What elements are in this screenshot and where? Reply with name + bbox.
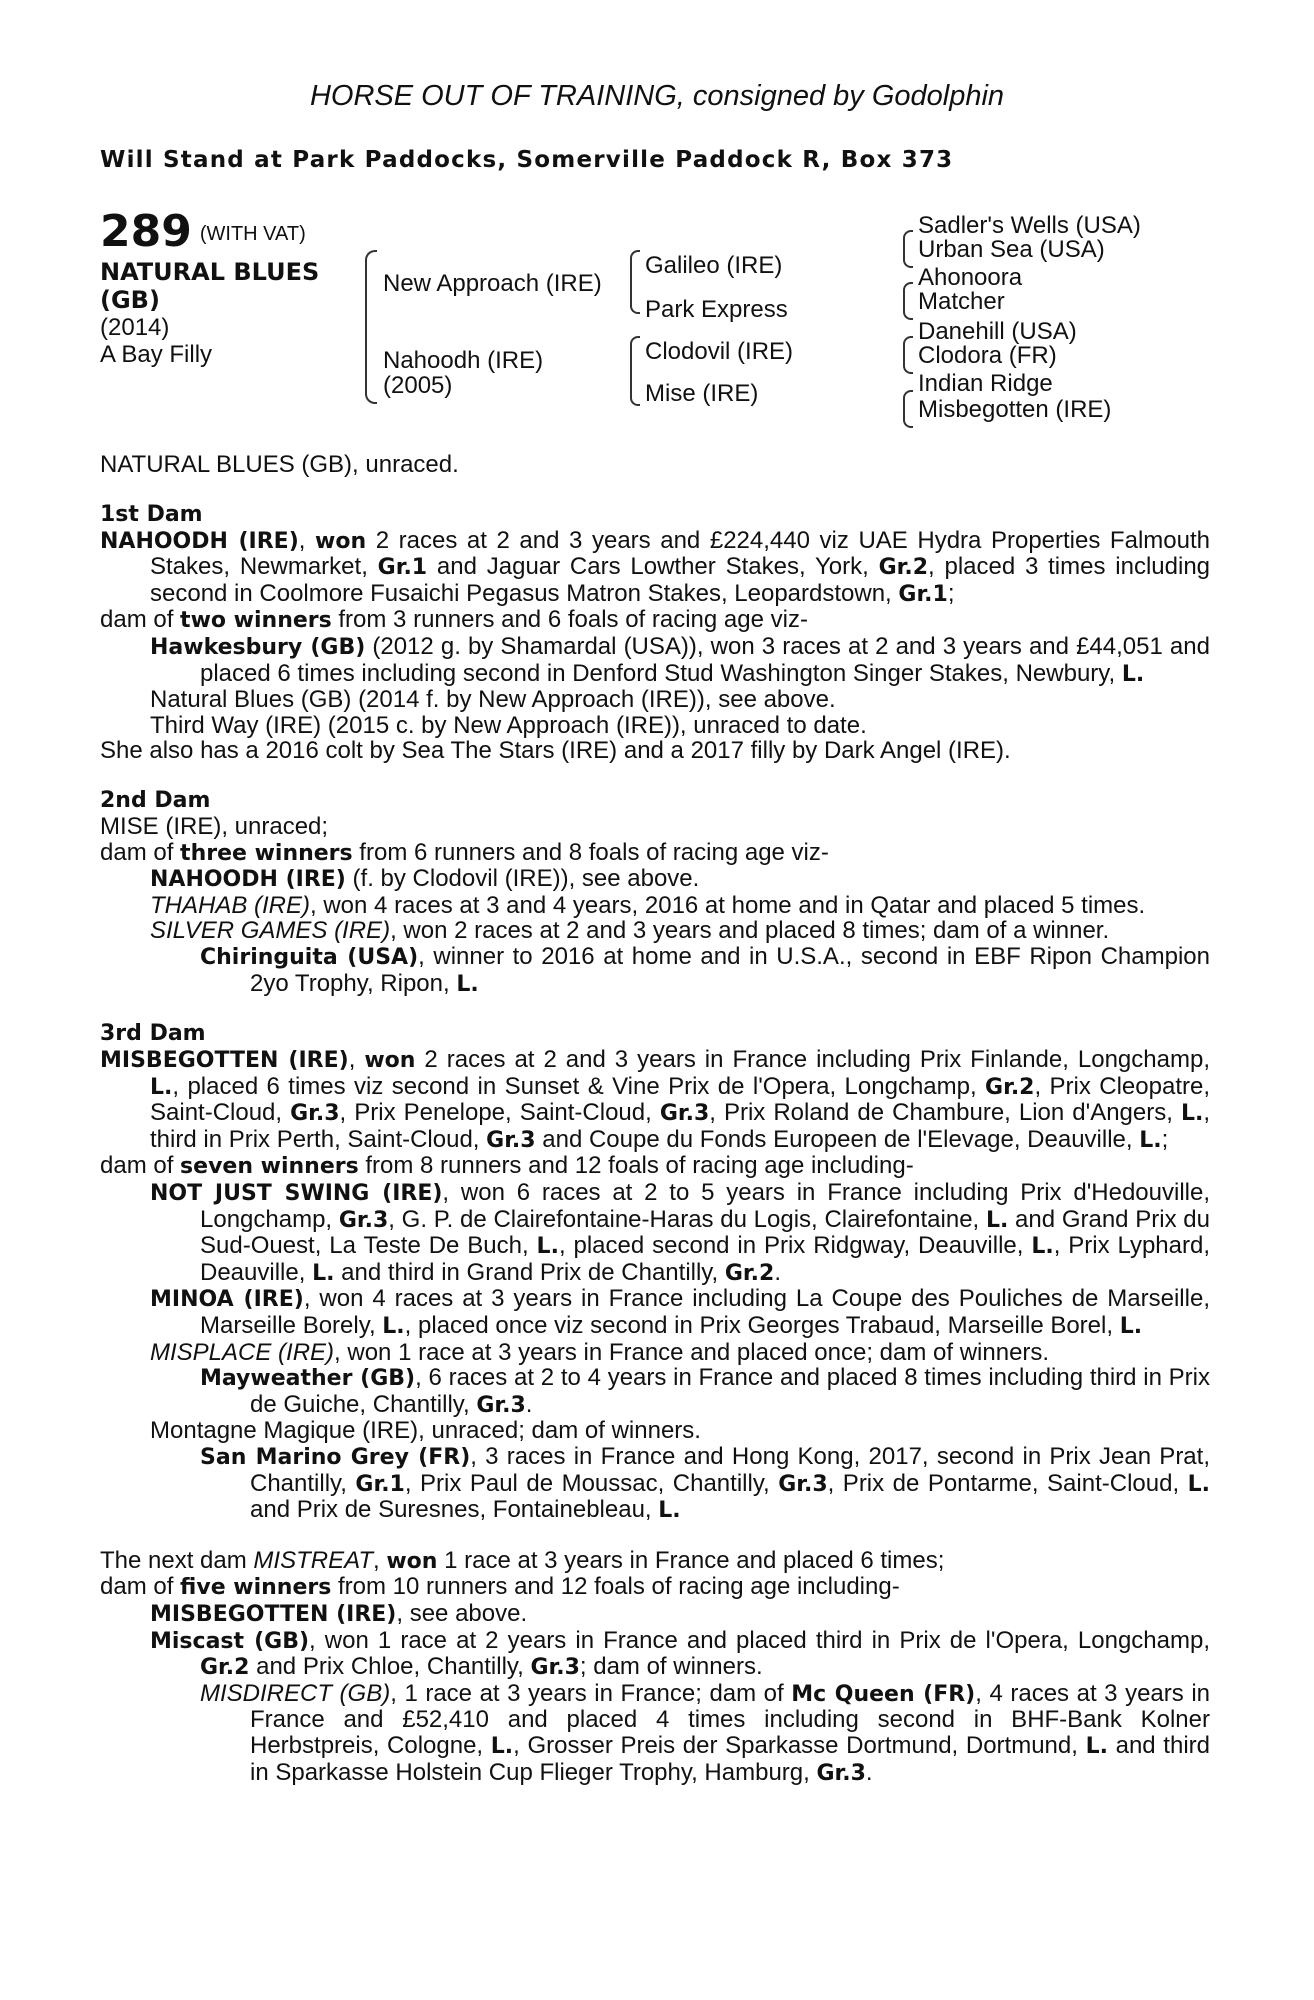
grand-dam-3: Clodora (FR) [918, 342, 1057, 369]
foaling-year: (2014) [100, 314, 170, 341]
stand-location: Will Stand at Park Paddocks, Somerville Paddock R, Box 373 [100, 147, 954, 173]
horse-name [100, 258, 400, 314]
progeny-entry: Mayweather (GB), 6 races at 2 to 4 years in France and placed 8 times including third in Prix de Guiche, Chantilly, Gr.3. [200, 1364, 1210, 1418]
lot-info [100, 206, 400, 368]
progeny-entry: Chiringuita (USA), winner to 2016 at home and in U.S.A., second in EBF Ripon Champion 2yo Trophy, Ripon, L. [200, 942, 1210, 997]
progeny-entry: THAHAB (IRE), won 4 races at 3 and 4 years, 2016 at home and in Qatar and placed 5 times. [150, 891, 1146, 919]
progeny-entry: Natural Blues (GB) (2014 f. by New Approach (IRE)), see above. [150, 686, 836, 714]
grand-sire-2: Ahonoora [918, 264, 1023, 291]
pedigree-brace [903, 282, 913, 320]
first-dam-heading: 1st Dam [100, 501, 203, 527]
first-dam-progeny-summary: dam of two winners from 3 runners and 6 foals of racing age viz- [100, 606, 808, 634]
progeny-entry: SILVER GAMES (IRE), won 2 races at 2 and 3 years and placed 8 times; dam of a winner. [150, 917, 1110, 945]
progeny-entry: Miscast (GB), won 1 race at 2 years in France and placed third in Prix de l'Opera, Longchamp, Gr.2 and Prix Chloe, Chantilly, Gr.3; dam of winners. [150, 1626, 1211, 1681]
progeny-entry: MISBEGOTTEN (IRE), see above. [150, 1599, 528, 1627]
progeny-entry: NOT JUST SWING (IRE), won 6 races at 2 to 5 years in France including Prix d'Hedouville, Longchamp, Gr.3, G. P. de Clairefontaine-Haras du Logis, Clairefontaine, L. and Grand Prix du Sud-Ouest, La Teste De Buch, L., placed second in Prix Ridgway, Deauville, L., Prix Lyphard, Deauville, L. and third in Grand Prix de Chantilly, Gr.2. [150, 1179, 1211, 1286]
pedigree-brace [903, 230, 913, 268]
dam-sire: Clodovil (IRE) [645, 338, 794, 365]
pedigree-brace [630, 250, 640, 314]
third-dam-record: MISBEGOTTEN (IRE), won 2 races at 2 and 3 years in France including Prix Finlande, Longchamp, L., placed 6 times viz second in Sunset & Vine Prix de l'Opera, Longchamp, Gr.2, Prix Cleopatre, Saint-Cloud, Gr.3, Prix Penelope, Saint-Cloud, Gr.3, Prix Roland de Chambure, Lion d'Angers, L., third in Prix Perth, Saint-Cloud, Gr.3 and Coupe du Fonds Europeen de l'Elevage, Deauville, L.; [100, 1046, 1210, 1153]
sire-dam: Park Express [645, 296, 788, 323]
progeny-entry: MISDIRECT (GB), 1 race at 3 years in France; dam of Mc Queen (FR), 4 races at 3 years in France and £52,410 and placed 4 times including second in BHF-Bank Kolner Herbstpreis, Cologne, L., Grosser Preis der Sparkasse Dortmund, Dortmund, L. and third in Sparkasse Holstein Cup Flieger Trophy, Hamburg, Gr.3. [200, 1679, 1211, 1786]
page-title: HORSE OUT OF TRAINING, consigned by Godolphin [309, 80, 1005, 112]
second-dam-heading: 2nd Dam [100, 787, 211, 813]
third-dam-heading: 3rd Dam [100, 1021, 206, 1047]
progeny-entry: MINOA (IRE), won 4 races at 3 years in France including La Coupe des Pouliches de Marseille, Marseille Borely, L., placed once viz second in Prix Georges Trabaud, Marseille Borel, L. [150, 1285, 1210, 1340]
dam-year: (2005) [383, 372, 453, 399]
dam: Nahoodh (IRE) [383, 347, 544, 374]
vat-label: (WITH VAT) [199, 223, 306, 245]
progeny-entry: Third Way (IRE) (2015 c. by New Approach (IRE)), unraced to date. [150, 711, 867, 739]
catalogue-page [100, 80, 1211, 1786]
pedigree-brace [630, 336, 640, 406]
progeny-entry: NAHOODH (IRE) (f. by Clodovil (IRE)), see above. [150, 865, 700, 893]
grand-dam-4: Misbegotten (IRE) [918, 396, 1112, 423]
progeny-entry: MISPLACE (IRE), won 1 race at 3 years in France and placed once; dam of winners. [150, 1338, 1050, 1366]
first-dam-foals: She also has a 2016 colt by Sea The Stars (IRE) and a 2017 filly by Dark Angel (IRE). [100, 737, 1011, 765]
sire: New Approach (IRE) [383, 270, 602, 297]
grand-sire-1: Sadler's Wells (USA) [918, 212, 1141, 239]
progeny-entry: Hawkesbury (GB) (2012 g. by Shamardal (USA)), won 3 races at 2 and 3 years and £44,051 and placed 6 times including second in Denford Stud Washington Singer Stakes, Newbury, L. [150, 632, 1210, 687]
horse-name-line1: NATURAL BLUES [100, 258, 320, 286]
second-dam-progeny-summary: dam of three winners from 6 runners and 8 foals of racing age viz- [100, 838, 829, 866]
second-dam-record: MISE (IRE), unraced; [100, 812, 329, 840]
fourth-dam-record: The next dam MISTREAT, won 1 race at 3 years in France and placed 6 times; [100, 1546, 945, 1574]
sire-sire: Galileo (IRE) [645, 252, 783, 279]
grand-sire-4: Indian Ridge [918, 370, 1053, 397]
third-dam-progeny-summary: dam of seven winners from 8 runners and 12 foals of racing age including- [100, 1152, 914, 1180]
lot-number-row [100, 206, 400, 257]
unraced-note: NATURAL BLUES (GB), unraced. [100, 451, 459, 478]
grand-dam-2: Matcher [918, 288, 1005, 315]
horse-description: A Bay Filly [100, 341, 213, 368]
first-dam-record: NAHOODH (IRE), won 2 races at 2 and 3 years and £224,440 viz UAE Hydra Properties Falmouth Stakes, Newmarket, Gr.1 and Jaguar Cars Lowther Stakes, York, Gr.2, placed 3 times including second in Coolmore Fusaichi Pegasus Matron Stakes, Leopardstown, Gr.1; [100, 526, 1211, 607]
pedigree-brace [365, 250, 377, 404]
dam-dam: Mise (IRE) [645, 380, 759, 407]
horse-name-line2: (GB) [100, 286, 160, 314]
pedigree-brace [903, 336, 913, 374]
pedigree-brace [903, 390, 913, 428]
fourth-dam-progeny-summary: dam of five winners from 10 runners and 12 foals of racing age including- [100, 1573, 900, 1601]
grand-sire-3: Danehill (USA) [918, 318, 1077, 345]
progeny-entry: San Marino Grey (FR), 3 races in France and Hong Kong, 2017, second in Prix Jean Prat, Chantilly, Gr.1, Prix Paul de Moussac, Chantilly, Gr.3, Prix de Pontarme, Saint-Cloud, L. and Prix de Suresnes, Fontainebleau, L. [200, 1443, 1210, 1524]
lot-number: 289 [100, 206, 192, 257]
catalogue-notes [100, 452, 1210, 1786]
grand-dam-1: Urban Sea (USA) [918, 236, 1105, 263]
progeny-entry: Montagne Magique (IRE), unraced; dam of winners. [150, 1417, 701, 1445]
